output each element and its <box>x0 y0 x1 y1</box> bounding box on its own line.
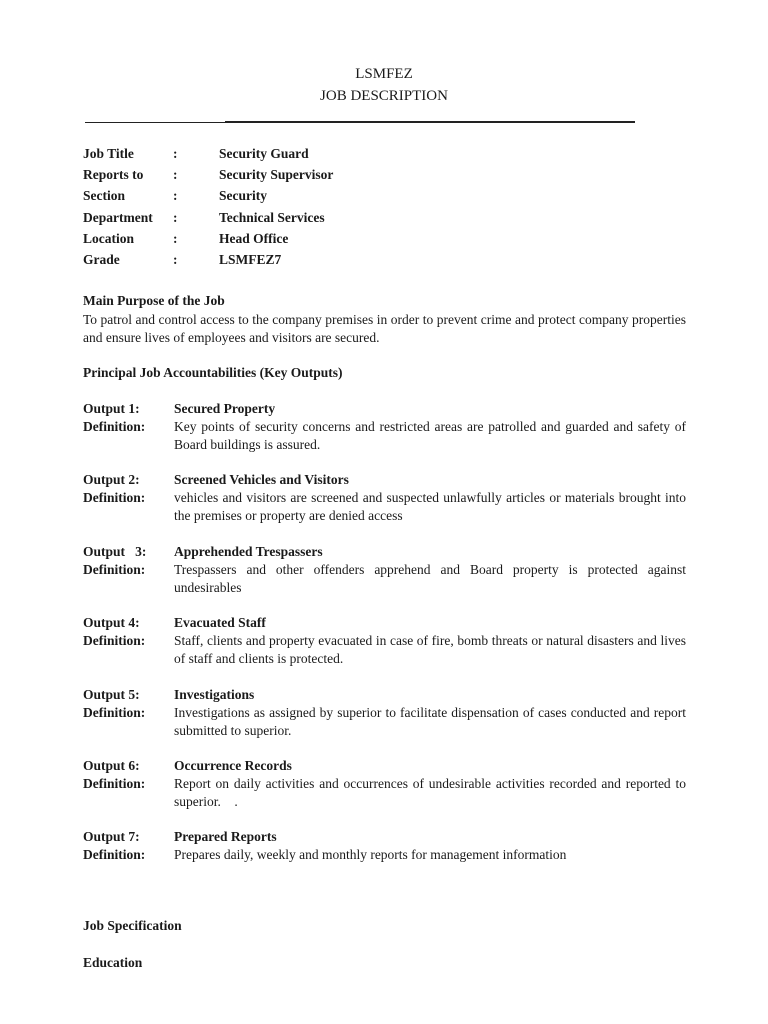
output-number: Output 3: <box>83 544 147 559</box>
definition-row <box>83 561 686 597</box>
info-label: Grade <box>83 251 120 267</box>
definition-text: Trespassers and other offenders apprehend and Board property is protected against undesirables <box>174 562 686 595</box>
info-value: Security Guard <box>219 146 309 161</box>
output-name: Investigations <box>174 687 255 702</box>
output-name: Screened Vehicles and Visitors <box>174 472 349 487</box>
output-block <box>83 828 686 864</box>
output-name: Secured Property <box>174 401 276 416</box>
definition-row <box>83 489 686 525</box>
info-value: Security Supervisor <box>219 167 334 183</box>
output-block <box>83 543 686 597</box>
info-label: Location <box>83 230 135 246</box>
output-number: Output 6: <box>83 758 140 773</box>
definition-text: vehicles and visitors are screened and suspected unlawfully articles or materials brought into the premises or property are denied access <box>174 490 686 523</box>
output-number: Output 1: <box>83 401 140 416</box>
output-name: Occurrence Records <box>174 758 292 773</box>
definition-label: Definition: <box>83 419 146 434</box>
output-number: Output 5: <box>83 687 140 702</box>
definition-row <box>83 846 686 864</box>
info-label: Department <box>83 209 153 225</box>
definition-label: Definition: <box>83 705 146 720</box>
definition-label: Definition: <box>83 633 146 648</box>
output-block <box>83 757 690 811</box>
definition-text: Report on daily activities and occurrences of undesirable activities recorded and reported to superior. . <box>174 776 690 809</box>
info-colon: : <box>173 209 178 225</box>
output-name: Evacuated Staff <box>174 615 266 630</box>
definition-label: Definition: <box>83 562 146 577</box>
output-number: Output 2: <box>83 472 140 487</box>
output-number: Output 7: <box>83 829 140 844</box>
info-colon: : <box>173 167 178 183</box>
output-block <box>83 614 686 668</box>
output-title-row <box>83 400 686 418</box>
definition-label: Definition: <box>83 847 146 862</box>
definition-row <box>83 632 686 668</box>
info-label: Section <box>83 188 125 204</box>
info-colon: : <box>173 188 178 204</box>
definition-text: Investigations as assigned by superior to facilitate dispensation of cases conducted and report submitted to superior. <box>174 705 686 738</box>
info-value: Security <box>219 188 267 204</box>
info-colon: : <box>173 251 178 267</box>
output-title-row <box>83 471 686 489</box>
purpose-text: To patrol and control access to the company premises in order to prevent crime and protect company properties and ensure lives of employees and visitors are secured. <box>83 312 686 345</box>
info-label: Job Title <box>83 146 134 161</box>
output-title-row <box>83 686 686 704</box>
output-name: Apprehended Trespassers <box>174 544 323 559</box>
accountabilities-heading: Principal Job Accountabilities (Key Outputs) <box>83 365 343 380</box>
definition-text: Staff, clients and property evacuated in case of fire, bomb threats or natural disasters and lives of staff and clients is protected. <box>174 633 686 666</box>
specification-heading: Job Specification <box>83 918 182 933</box>
info-label: Reports to <box>83 167 144 183</box>
info-value: Head Office <box>219 230 289 246</box>
output-number: Output 4: <box>83 615 140 630</box>
header-divider <box>85 122 635 123</box>
output-block <box>83 400 686 454</box>
info-colon: : <box>173 230 178 246</box>
output-name: Prepared Reports <box>174 829 277 844</box>
definition-text: Prepares daily, weekly and monthly reports for management information <box>174 847 567 862</box>
document-title: JOB DESCRIPTION <box>320 88 448 104</box>
education-heading: Education <box>83 955 143 970</box>
output-block <box>83 471 686 525</box>
output-title-row <box>83 614 686 632</box>
output-title-row <box>83 828 686 846</box>
definition-row <box>83 704 686 740</box>
definition-row <box>83 775 690 811</box>
output-title-row <box>83 757 686 775</box>
definition-label: Definition: <box>83 490 146 505</box>
purpose-heading: Main Purpose of the Job <box>83 293 225 308</box>
output-title-row <box>83 543 686 561</box>
definition-row <box>83 418 686 454</box>
info-value: LSMFEZ7 <box>219 251 282 267</box>
info-colon: : <box>173 146 178 161</box>
info-value: Technical Services <box>219 209 325 225</box>
output-block <box>83 686 686 740</box>
definition-text: Key points of security concerns and restricted areas are patrolled and guarded and safety of Board buildings is assured. <box>174 419 686 452</box>
header-divider-bold <box>225 121 635 122</box>
company-name: LSMFEZ <box>355 66 413 82</box>
definition-label: Definition: <box>83 776 146 791</box>
